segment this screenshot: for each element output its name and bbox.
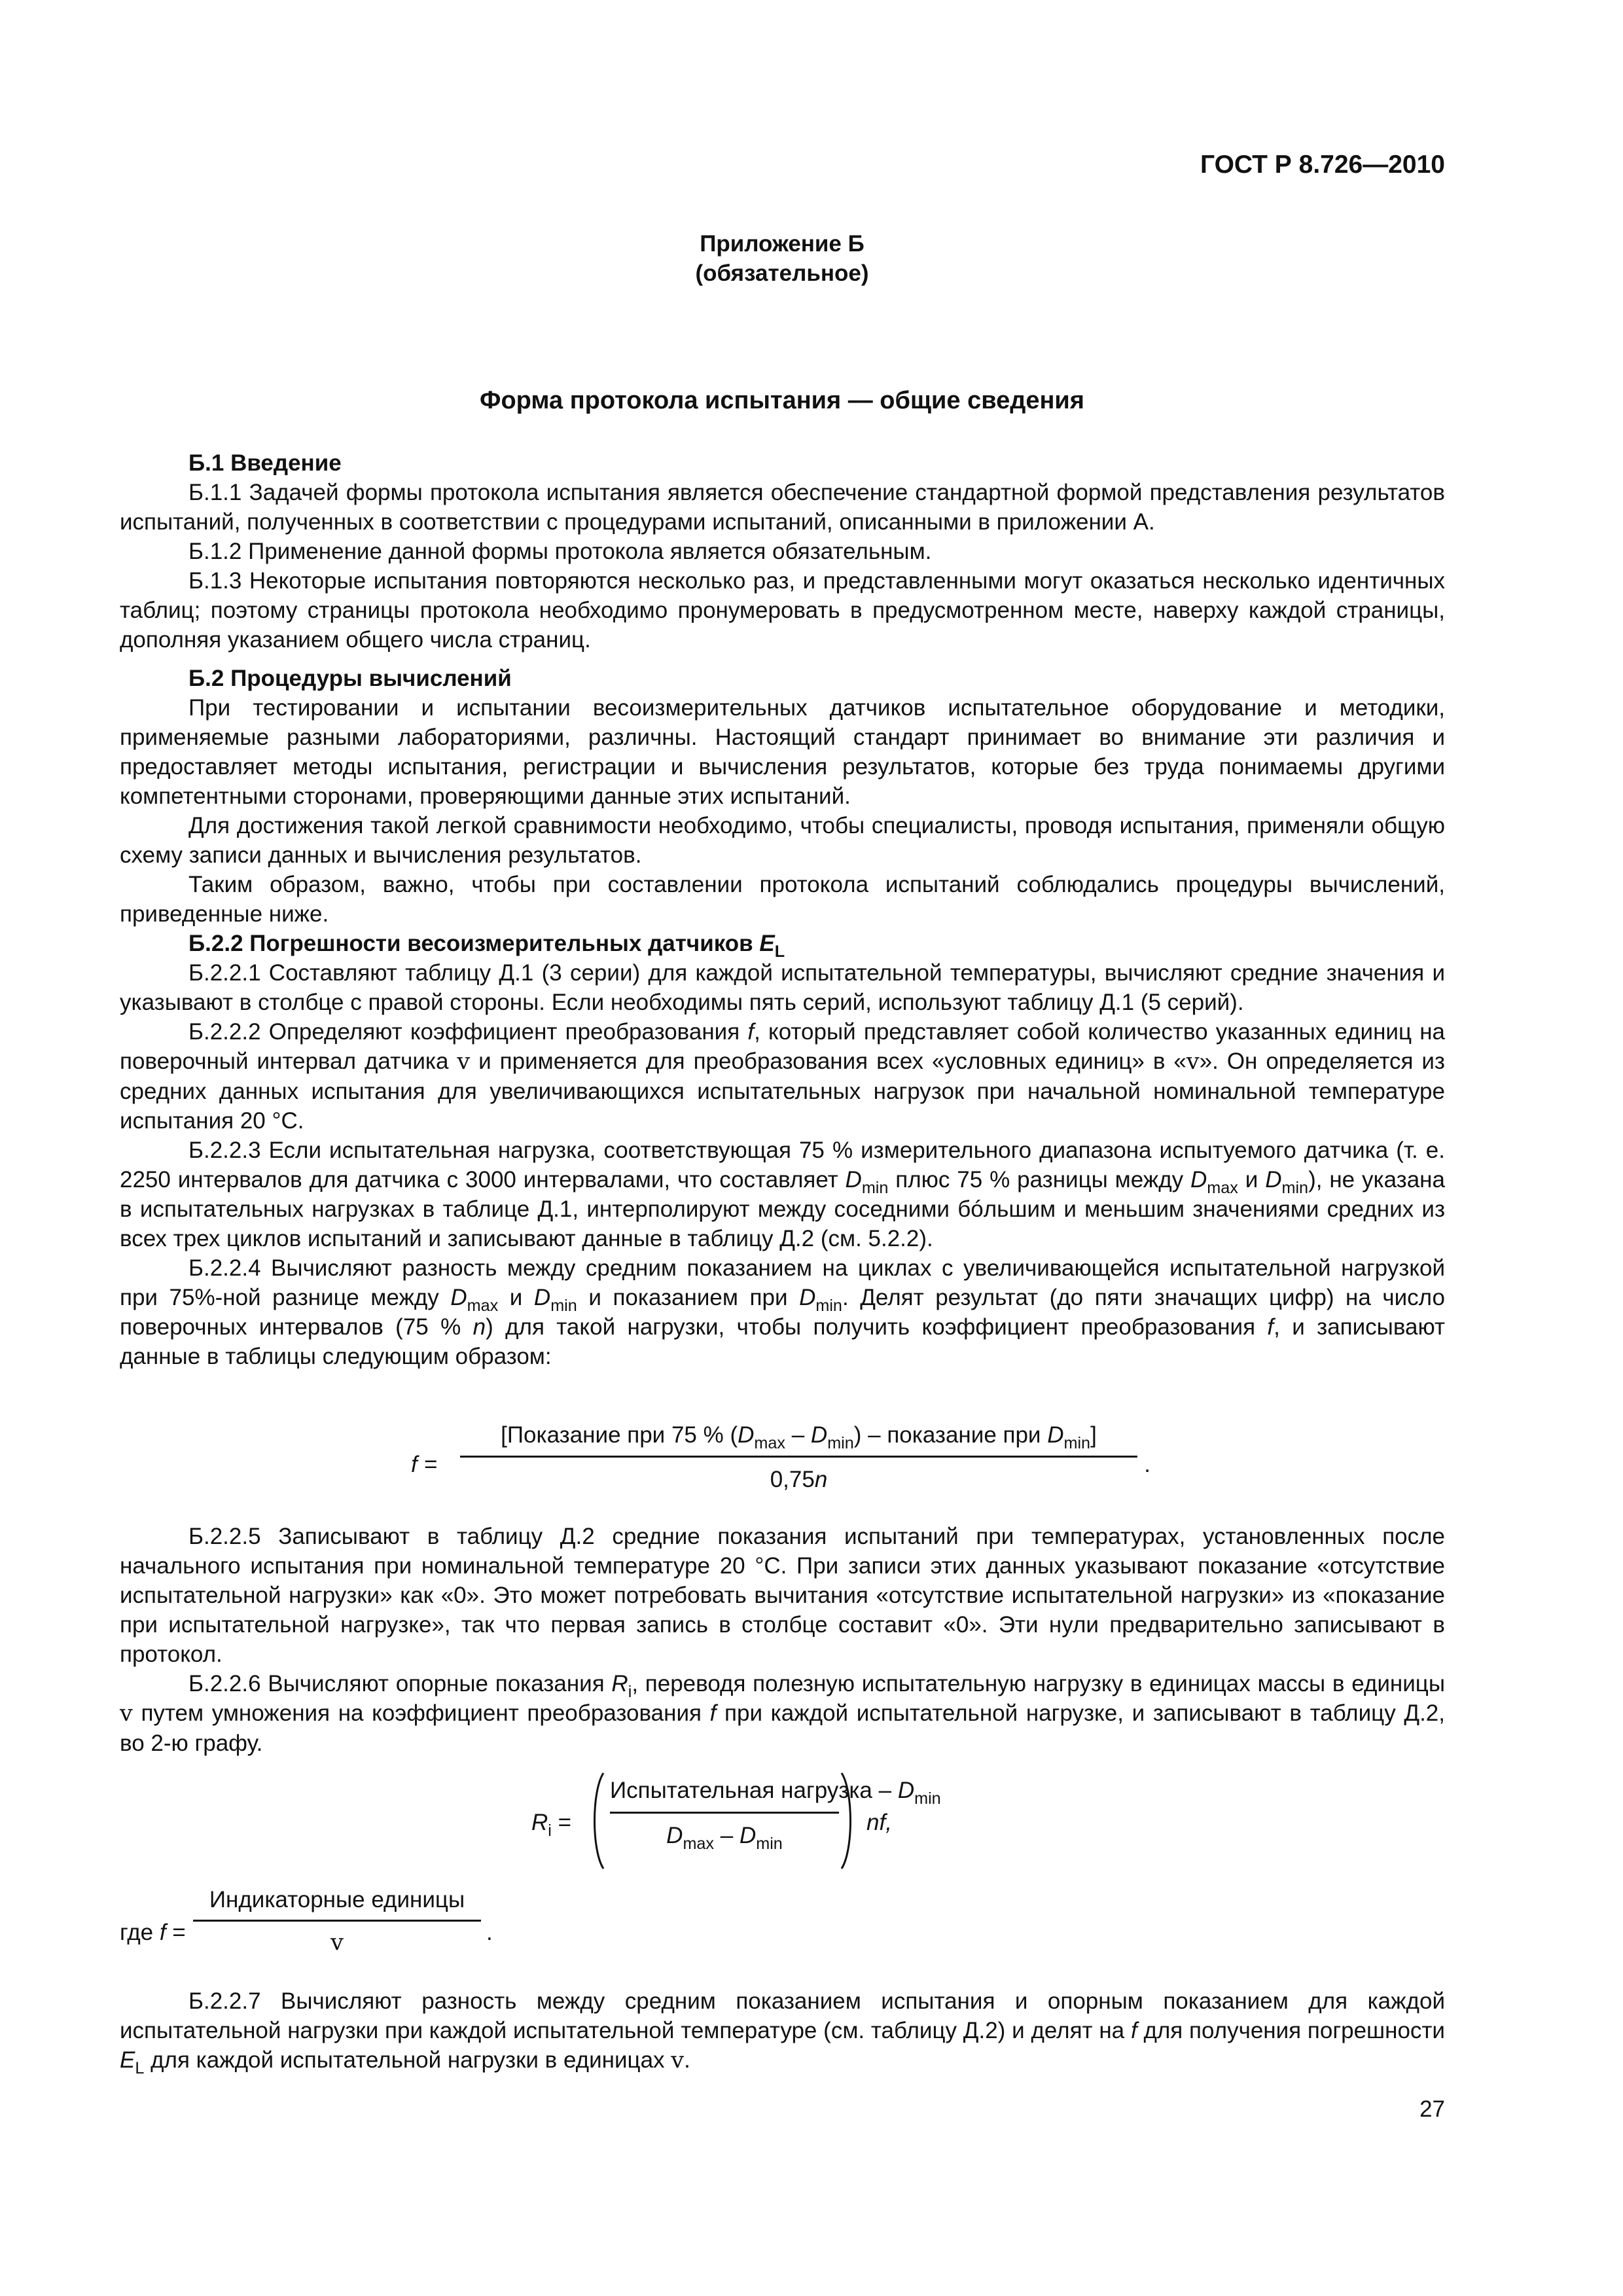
body-text-final [120, 1986, 1445, 2075]
text-run: ), не указана в испытательных нагрузках в таблице Д.1, интерполируют между соседними бóльшим и меньшим значениями средних из всех трех циклов испытаний и записывают данные в таблицу Д.2 (см. 5.2.2). [120, 1167, 1445, 1251]
text-run: – [714, 1823, 740, 1848]
formula-lhs [531, 1808, 572, 1840]
sub-min: min [550, 1296, 577, 1315]
text-run: для каждой испытательной нагрузки в единицах [144, 2047, 671, 2073]
var-E: E [120, 2047, 135, 2073]
formula-tail-text: nf, [866, 1810, 892, 1835]
var-f: f [159, 1920, 166, 1945]
annex-status: (обязательное) [695, 260, 869, 286]
left-paren-icon [588, 1772, 606, 1870]
body-text-continued [120, 1522, 1445, 1758]
page-number: 27 [1419, 2096, 1445, 2122]
var-f: f [709, 1700, 717, 1726]
subsection-b22-text: Б.2.2 Погрешности весоизмерительных датчиков [188, 931, 760, 956]
sub-min: min [815, 1296, 842, 1315]
annex-title: Форма протокола испытания — общие сведения [480, 387, 1084, 414]
var-D: D [739, 1823, 757, 1848]
text-run: Б.2.2.3 Если испытательная нагрузка, соответствующая 75 % измерительного диапазона испытуемого датчика (т. е. 2250 интервалов для датчика с 3000 интервалами, что составляет [120, 1138, 1445, 1193]
var-R: R [611, 1671, 628, 1696]
text-run: Б.2.2.7 Вычисляют разность между средним показанием испытания и опорным показанием для каждой испытательной нагрузки при каждой испытательной температуре (см. таблицу Д.2) и делят на [120, 1988, 1445, 2043]
text-run: , и записывают данные в таблицы следующим образом: [120, 1314, 1445, 1369]
text-run: Б.2.2.2 Определяют коэффициент преобразования [188, 1019, 748, 1045]
formula-denominator [610, 1821, 839, 1853]
formula-where-f [120, 1885, 512, 1977]
sub-min: min [861, 1178, 889, 1197]
sub-max: max [1207, 1178, 1238, 1197]
text-run: плюс 75 % разницы между [888, 1167, 1191, 1193]
var-D: D [845, 1167, 862, 1193]
symbol-nu: v [120, 1700, 133, 1727]
paragraph-b2-3: Таким образом, важно, чтобы при составлении протокола испытаний соблюдались процедуры вычислений, приведенные ниже. [120, 872, 1445, 927]
formula-tail [866, 1808, 892, 1837]
sub-i: i [628, 1682, 632, 1701]
text-run: = [166, 1920, 186, 1945]
formula-lhs [411, 1450, 437, 1479]
formula-fraction [460, 1420, 1137, 1494]
text-run: – [785, 1422, 811, 1448]
text-run: . Делят результат (до пяти значащих цифр) на число поверочных интервалов (75 % [120, 1285, 1445, 1340]
sub-min: min [827, 1433, 854, 1452]
var-f: f [1130, 2018, 1137, 2043]
var-D: D [1190, 1167, 1207, 1193]
text-run: Б.2.2.4 Вычисляют разность между средним показанием на циклах с увеличивающейся испытательной нагрузкой при 75%-ной разнице между [120, 1255, 1445, 1310]
symbol-nu: v [671, 2047, 685, 2073]
section-b2-heading: Б.2 Процедуры вычислений [188, 666, 512, 691]
annex-label: Приложение Б [700, 231, 865, 257]
formula-denominator [460, 1465, 1137, 1494]
section-b1-heading: Б.1 Введение [188, 450, 342, 476]
var-f: f [1267, 1314, 1274, 1340]
right-paren-icon [839, 1772, 857, 1870]
paragraph-b223 [120, 1136, 1445, 1253]
var-D: D [666, 1823, 683, 1848]
formula-lhs-text: f = [411, 1452, 437, 1477]
symbol-nu: v [457, 1049, 471, 1075]
text-run: 0,75 [770, 1467, 815, 1492]
body-text [120, 448, 1445, 1371]
annex-heading [0, 229, 1564, 288]
paragraph-b226 [120, 1669, 1445, 1758]
var-D: D [799, 1285, 816, 1310]
sub-min: min [1063, 1433, 1091, 1452]
var-R: R [531, 1810, 548, 1835]
paragraph-b221: Б.2.2.1 Составляют таблицу Д.1 (3 серии) для каждой испытательной температуры, вычисляют средние значения и указывают в столбце с правой стороны. Если необходимы пять серий, используют таблицу Д.1 (5 серий). [120, 960, 1445, 1015]
text-run: для получения погрешности [1137, 2018, 1445, 2043]
text-run: Испытательная нагрузка – [610, 1778, 898, 1803]
paragraph-b224 [120, 1253, 1445, 1371]
text-run: [Показание при 75 % ( [501, 1422, 738, 1448]
text-run: Б.2.2.6 Вычисляют опорные показания [188, 1671, 612, 1696]
formula-numerator [460, 1420, 1137, 1450]
var-D: D [738, 1422, 755, 1448]
text-run: . [684, 2047, 690, 2073]
symbol-nu: v [1186, 1049, 1200, 1075]
fraction-bar [610, 1812, 839, 1814]
paragraph-b225: Б.2.2.5 Записывают в таблицу Д.2 средние показания испытаний при температурах, установленных после начального испытания при номинальной температуре 20 °С. При записи этих данных указывают показание «отсутствие испытательной нагрузки» как «0». Это может потребовать вычитания «отсутствие испытательной нагрузки» из «показание при испытательной нагрузке», так что первая запись в столбце составит «0». Эти нули предварительно записывают в протокол. [120, 1524, 1445, 1667]
sub-L: L [774, 942, 785, 961]
formula-fraction [193, 1885, 481, 1958]
text-run: при каждой испытательной нагрузке, и записывают в таблицу Д.2, во 2-ю графу. [120, 1700, 1445, 1756]
sub-max: max [683, 1834, 715, 1853]
paragraph-b2-1: При тестировании и испытании весоизмерительных датчиков испытательное оборудование и методики, применяемые разными лабораториями, различны. Настоящий стандарт принимает во внимание эти различия и предоставляет методы испытания, регистрации и вычисления результатов, которые без труда понимаемы другими компетентными сторонами, проверяющими данные этих испытаний. [120, 695, 1445, 809]
text-run: ) – показание при [853, 1422, 1048, 1448]
var-E: E [759, 931, 775, 956]
paragraph-b222 [120, 1017, 1445, 1136]
text-run: и применяется для преобразования всех «условных единиц» в « [470, 1049, 1186, 1074]
fraction-bar [460, 1456, 1137, 1458]
paragraph-b13: Б.1.3 Некоторые испытания повторяются несколько раз, и представленными могут оказаться несколько идентичных таблиц; поэтому страницы протокола необходимо пронумеровать в предусмотренном месте, наверху каждой страницы, дополняя указанием общего числа страниц. [120, 568, 1445, 653]
text-run: ». Он определяется из средних данных испытания для увеличивающихся испытательных нагрузок при начальной номинальной температуре испытания 20 °С. [120, 1049, 1445, 1134]
sub-L: L [135, 2058, 145, 2077]
var-D: D [897, 1778, 915, 1803]
subsection-b22-heading [120, 929, 1445, 961]
text-run: = [551, 1810, 572, 1835]
formula-numerator: Индикаторные единицы [209, 1887, 465, 1912]
formula-end-dot: . [1144, 1452, 1150, 1477]
sub-min: min [756, 1834, 783, 1853]
paragraph-b227 [120, 1986, 1445, 2075]
formula-conversion-factor [411, 1420, 1150, 1512]
text-run: , который представляет собой количество указанных единиц на поверочный интервал датчика [120, 1019, 1446, 1074]
formula-numerator [610, 1776, 941, 1808]
paragraph-b2-2: Для достижения такой легкой сравнимости необходимо, чтобы специалисты, проводя испытания, применяли общую схему записи данных и вычисления результатов. [120, 813, 1445, 868]
text-run: где [120, 1920, 160, 1945]
formula-end-dot: . [486, 1920, 493, 1945]
text-run: путем умножения на коэффициент преобразования [132, 1700, 710, 1726]
var-D: D [450, 1285, 467, 1310]
sub-i: i [548, 1821, 552, 1840]
text-run: и показанием при [577, 1285, 800, 1310]
var-f: f [747, 1019, 755, 1045]
sub-max: max [467, 1296, 499, 1315]
text-run: ] [1090, 1422, 1097, 1448]
text-run: , переводя полезную испытательную нагрузку в единицах массы в единицы [632, 1671, 1446, 1696]
sub-max: max [754, 1433, 785, 1452]
text-run: ) для такой нагрузки, чтобы получить коэффициент преобразования [486, 1314, 1268, 1340]
var-D: D [1265, 1167, 1282, 1193]
var-n: n [473, 1314, 486, 1340]
fraction-bar [193, 1920, 481, 1922]
sub-min: min [914, 1789, 941, 1808]
text-run: и [498, 1285, 534, 1310]
formula-lhs [120, 1918, 186, 1947]
formula-reference-reading [531, 1770, 1029, 1882]
text-run: и [1238, 1167, 1266, 1193]
document-code: ГОСТ Р 8.726—2010 [1200, 151, 1445, 179]
var-D: D [533, 1285, 551, 1310]
paragraph-b12: Б.1.2 Применение данной формы протокола является обязательным. [188, 539, 932, 564]
var-D: D [810, 1422, 828, 1448]
formula-denominator: v [330, 1929, 344, 1956]
sub-min: min [1281, 1178, 1309, 1197]
paragraph-b11: Б.1.1 Задачей формы протокола испытания является обеспечение стандартной формой представления результатов испытаний, полученных в соответствии с процедурами испытаний, описанными в приложении А. [120, 480, 1445, 535]
var-D: D [1047, 1422, 1064, 1448]
var-n: n [814, 1467, 828, 1492]
